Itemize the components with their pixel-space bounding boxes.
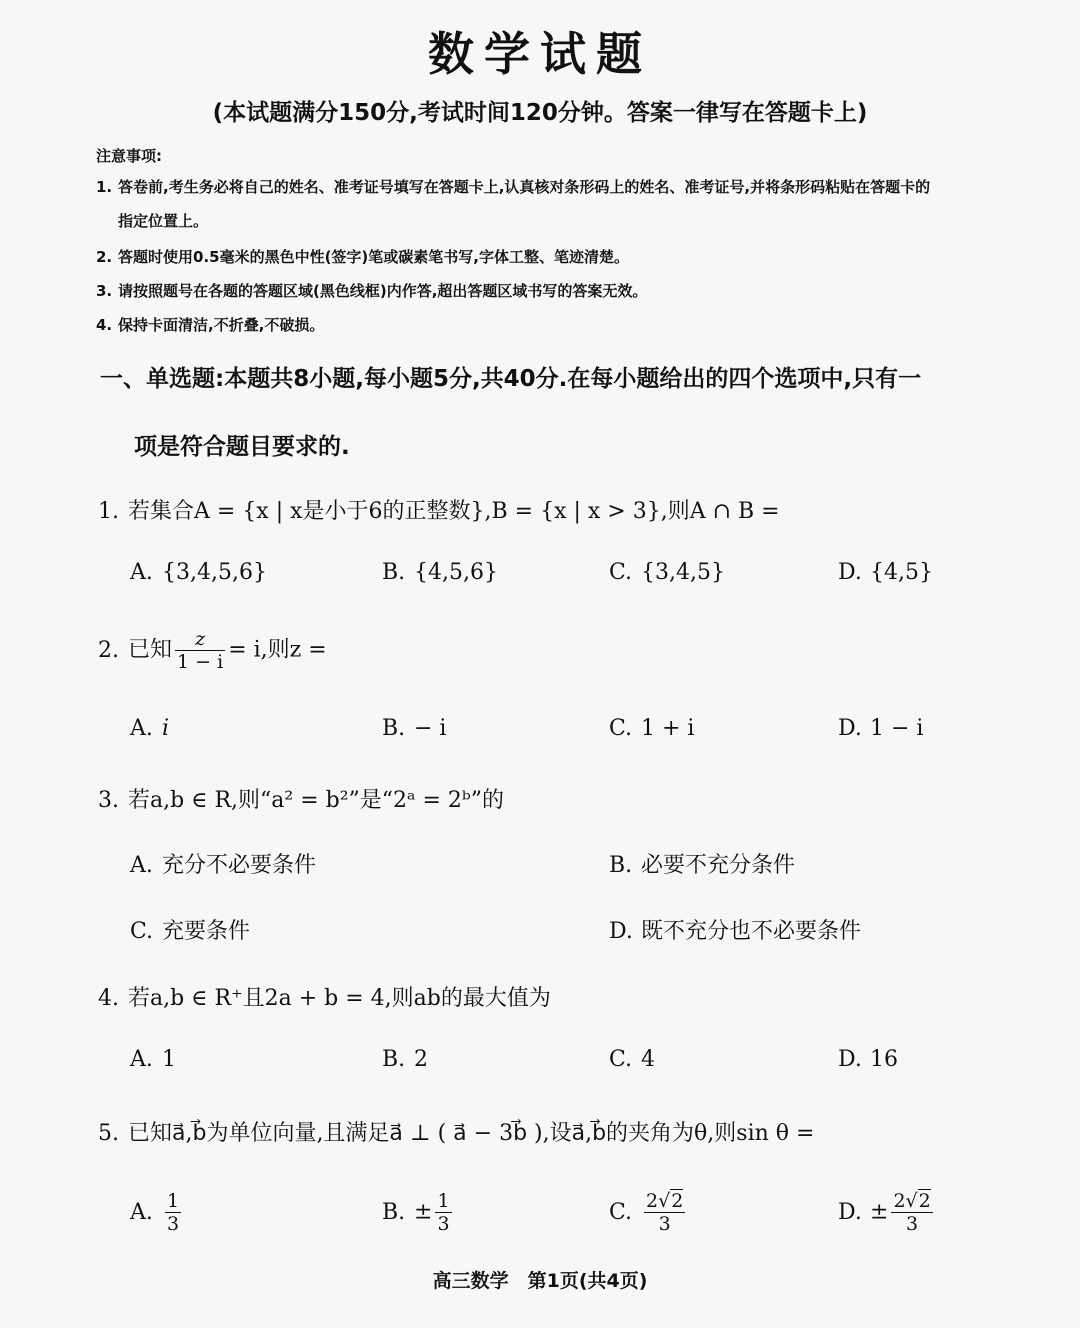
exam-instructions-subtitle: (本试题满分150分,考试时间120分钟。答案一律写在答题卡上) xyxy=(212,100,868,126)
fraction-denominator: 3 xyxy=(167,1213,180,1235)
page-footer: 高三数学 第1页(共4页) xyxy=(432,1270,648,1292)
question-2-stem xyxy=(98,628,998,673)
fraction xyxy=(644,1190,685,1235)
question-number: 3. xyxy=(98,788,119,813)
option-label: C. xyxy=(609,1047,633,1072)
option-text: {3,4,5,6} xyxy=(162,560,267,585)
question-text: 若a,b ∈ R,则“a² = b²”是“2ᵃ = 2ᵇ”的 xyxy=(128,788,504,813)
notice-item-text: 请按照题号在各题的答题区域(黑色线框)内作答,超出答题区域书写的答案无效。 xyxy=(118,282,648,300)
numerator-coefficient: 2 xyxy=(646,1190,659,1212)
option-text: {4,5,6} xyxy=(414,560,498,585)
option-text: i xyxy=(162,716,170,741)
option-text: 既不充分也不必要条件 xyxy=(641,919,862,944)
question-text: = i,则z = xyxy=(228,637,327,663)
notice-item-number: 4. xyxy=(96,316,113,334)
option-label: D. xyxy=(609,919,633,944)
notice-item-number: 2. xyxy=(96,248,113,266)
question-number: 1. xyxy=(98,499,119,524)
question-text: 若a,b ∈ R⁺且2a + b = 4,则ab的最大值为 xyxy=(128,986,551,1011)
fraction xyxy=(435,1190,451,1235)
question-5-option-c xyxy=(609,1190,688,1235)
option-label: C. xyxy=(130,919,154,944)
question-5-option-b xyxy=(382,1190,455,1235)
option-label: C. xyxy=(609,1199,633,1225)
radicand: 2 xyxy=(671,1190,684,1212)
fraction-numerator: 1 xyxy=(437,1190,450,1212)
fraction-numerator: 1 xyxy=(167,1190,180,1212)
option-text: {4,5} xyxy=(870,560,933,585)
fraction-denominator: 3 xyxy=(891,1212,932,1235)
question-2-option-b xyxy=(382,716,446,741)
option-text: 充要条件 xyxy=(162,919,251,944)
option-text: 1 − i xyxy=(870,716,924,741)
question-5-option-d xyxy=(838,1190,936,1235)
notice-item-text: 答卷前,考生务必将自己的姓名、准考证号填写在答题卡上,认真核对条形码上的姓名、准考证号,并将条形码粘贴在答题卡的 xyxy=(118,178,931,196)
question-4-stem xyxy=(98,981,998,1012)
fraction xyxy=(175,628,225,673)
option-label: C. xyxy=(609,716,633,741)
question-3-option-d xyxy=(609,914,861,945)
page-title: 数学试题 xyxy=(428,27,652,81)
notice-item-4 xyxy=(96,308,996,342)
option-text: 1 + i xyxy=(641,716,695,741)
question-1-stem xyxy=(98,494,998,525)
fraction-numerator xyxy=(891,1190,932,1212)
notice-item-number: 1. xyxy=(96,178,113,196)
option-sign: ± xyxy=(414,1199,433,1225)
fraction-numerator: z xyxy=(195,628,206,650)
question-text: 已知a⃗,b⃗为单位向量,且满足a⃗ ⊥ ( a⃗ − 3b⃗ ),设a⃗,b⃗的夹角为θ,则sin θ = xyxy=(128,1121,815,1146)
question-text: 若集合A = {x | x是小于6的正整数},B = {x | x > 3},则A ∩ B = xyxy=(128,499,780,524)
notice-item-3 xyxy=(96,274,996,308)
question-3-option-b xyxy=(609,848,795,879)
fraction-denominator: 3 xyxy=(437,1213,450,1235)
question-3-option-a xyxy=(130,848,316,879)
option-text: 充分不必要条件 xyxy=(162,853,317,878)
fraction-denominator: 3 xyxy=(644,1212,685,1235)
question-1-option-a xyxy=(130,560,267,585)
fraction-numerator xyxy=(644,1190,685,1212)
notice-item-number: 3. xyxy=(96,282,113,300)
notice-heading: 注意事项: xyxy=(96,147,162,165)
option-label: B. xyxy=(382,716,406,741)
option-label: A. xyxy=(130,560,153,585)
question-1-option-d xyxy=(838,560,933,585)
notice-item-text-continued: 指定位置上。 xyxy=(118,212,209,230)
option-text: 必要不充分条件 xyxy=(641,853,796,878)
question-5-option-a xyxy=(130,1190,184,1235)
option-text: 1 xyxy=(162,1047,176,1072)
option-text: − i xyxy=(414,716,447,741)
question-1-option-c xyxy=(609,560,725,585)
option-text: {3,4,5} xyxy=(641,560,725,585)
question-4-option-a xyxy=(130,1047,176,1072)
option-label: A. xyxy=(130,1199,153,1225)
question-2-option-a xyxy=(130,716,169,741)
question-number: 4. xyxy=(98,986,119,1011)
section-heading-line-2: 项是符合题目要求的. xyxy=(134,434,350,460)
question-1-option-b xyxy=(382,560,498,585)
radical-sign: √ xyxy=(905,1190,918,1212)
option-label: D. xyxy=(838,1047,862,1072)
section-heading-line-1: 一、单选题:本题共8小题,每小题5分,共40分.在每小题给出的四个选项中,只有一 xyxy=(100,366,922,392)
notice-item-text: 保持卡面清洁,不折叠,不破损。 xyxy=(118,316,325,334)
question-number: 5. xyxy=(98,1121,119,1146)
fraction xyxy=(165,1190,181,1235)
option-label: C. xyxy=(609,560,633,585)
question-4-option-c xyxy=(609,1047,655,1072)
notice-item-text: 答题时使用0.5毫米的黑色中性(签字)笔或碳素笔书写,字体工整、笔迹清楚。 xyxy=(118,248,629,266)
option-label: B. xyxy=(609,853,633,878)
question-4-option-b xyxy=(382,1047,428,1072)
option-label: D. xyxy=(838,1199,862,1225)
option-text: 16 xyxy=(870,1047,898,1072)
question-text: 已知 xyxy=(128,637,173,663)
notice-item-2 xyxy=(96,240,996,274)
fraction-denominator: 1 − i xyxy=(177,651,224,673)
option-text: 2 xyxy=(414,1047,428,1072)
option-sign: ± xyxy=(870,1199,889,1225)
option-label: B. xyxy=(382,560,406,585)
question-2-option-c xyxy=(609,716,694,741)
numerator-coefficient: 2 xyxy=(893,1190,906,1212)
question-4-option-d xyxy=(838,1047,898,1072)
option-text: 4 xyxy=(641,1047,655,1072)
option-label: A. xyxy=(130,853,153,878)
question-3-stem xyxy=(98,783,998,814)
radical-sign: √ xyxy=(658,1190,671,1212)
question-5-stem xyxy=(98,1116,998,1147)
option-label: A. xyxy=(130,716,153,741)
fraction xyxy=(891,1190,932,1235)
question-number: 2. xyxy=(98,637,119,663)
question-3-option-c xyxy=(130,914,250,945)
option-label: B. xyxy=(382,1199,406,1225)
notice-item-1 xyxy=(96,170,996,238)
option-label: B. xyxy=(382,1047,406,1072)
option-label: D. xyxy=(838,560,862,585)
option-label: A. xyxy=(130,1047,153,1072)
radicand: 2 xyxy=(918,1190,931,1212)
option-label: D. xyxy=(838,716,862,741)
question-2-option-d xyxy=(838,716,923,741)
